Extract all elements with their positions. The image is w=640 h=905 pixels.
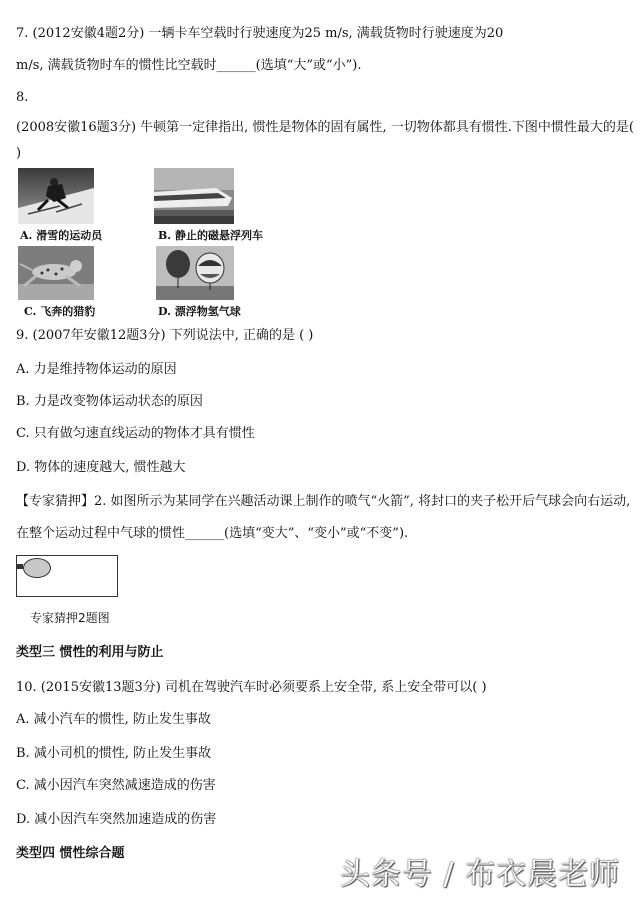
q10-option-d: D. 减小因汽车突然加速造成的伤害 (16, 812, 217, 827)
skier-image (18, 168, 94, 224)
section4-title: 类型四 惯性综合题 (16, 846, 125, 861)
q9-option-d: D. 物体的速度越大, 惯性越大 (16, 460, 186, 475)
q8-option-b: B. 静止的磁悬浮列车 (158, 229, 263, 242)
watermark: 头条号 / 布衣晨老师 (339, 857, 620, 892)
q10-option-b: B. 减小司机的惯性, 防止发生事故 (16, 746, 212, 761)
q9-option-b: B. 力是改变物体运动状态的原因 (16, 394, 203, 409)
q8-option-c: C. 飞奔的猎豹 (24, 305, 96, 318)
section3-title: 类型三 惯性的利用与防止 (16, 645, 164, 660)
expert-line2: 在整个运动过程中气球的惯性______(选填“变大”、“变小”或“不变”). (16, 526, 409, 541)
q9-option-c: C. 只有做匀速直线运动的物体才具有惯性 (16, 426, 255, 441)
cheetah-image (18, 246, 94, 300)
maglev-train-image (154, 168, 234, 224)
q8-number: 8. (16, 90, 29, 105)
q8-option-d: D. 漂浮物氢气球 (158, 305, 241, 318)
q10-stem: 10. (2015安徽13题3分) 司机在驾驶汽车时必须要系上安全带, 系上安全带可以( ) (16, 680, 487, 695)
q7-line2: m/s, 满载货物时车的惯性比空载时______(选填“大”或“小”). (16, 58, 362, 73)
balloons-image (156, 246, 234, 300)
q8-line2: ) (16, 146, 22, 161)
expert-line1: 【专家猜押】2. 如图所示为某同学在兴趣活动课上制作的喷气“火箭”, 将封口的夹子松开后气球会向右运动, (16, 494, 631, 509)
expert-caption: 专家猜押2题图 (30, 611, 110, 625)
q9-stem: 9. (2007年安徽12题3分) 下列说法中, 正确的是 ( ) (16, 328, 314, 343)
q8-line1: (2008安徽16题3分) 牛顿第一定律指出, 惯性是物体的固有属性, 一切物体都具有惯性.下图中惯性最大的是( (16, 120, 634, 135)
q7-line1: 7. (2012安徽4题2分) 一辆卡车空载时行驶速度为25 m/s, 满载货物时行驶速度为20 (16, 26, 504, 41)
q8-option-a: A. 滑雪的运动员 (20, 229, 103, 242)
q10-option-a: A. 减小汽车的惯性, 防止发生事故 (16, 712, 211, 727)
rocket-balloon-diagram (16, 555, 118, 597)
q10-option-c: C. 减小因汽车突然减速造成的伤害 (16, 778, 216, 793)
balloon-shape (23, 558, 51, 578)
q9-option-a: A. 力是维持物体运动的原因 (16, 362, 177, 377)
